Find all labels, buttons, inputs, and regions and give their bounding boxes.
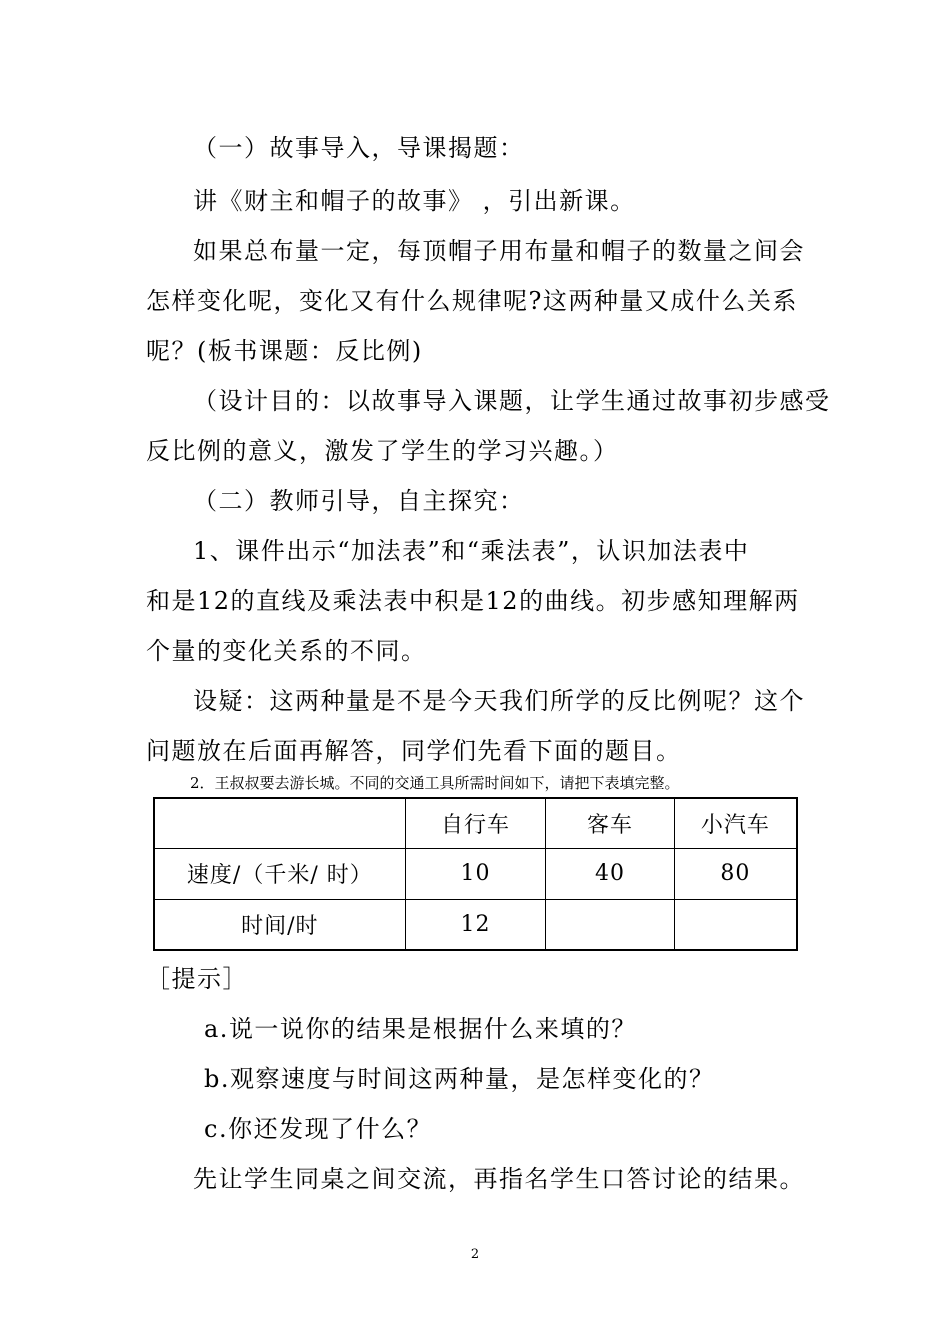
- table-cell: 12: [405, 899, 546, 950]
- item1-line: 1、课件出示“加法表”和“乘法表”，认识加法表中: [193, 537, 750, 565]
- table-cell: [546, 899, 675, 950]
- table-cell: [154, 798, 405, 849]
- item1-line: 和是12的直线及乘法表中积是12的曲线。初步感知理解两: [146, 587, 800, 615]
- doubt-line: 设疑：这两种量是不是今天我们所学的反比例呢？这个: [193, 687, 805, 715]
- hint-c: c.你还发现了什么？: [204, 1115, 433, 1143]
- closing-line: 先让学生同桌之间交流，再指名学生口答讨论的结果。: [193, 1165, 805, 1193]
- doubt-line: 问题放在后面再解答，同学们先看下面的题目。: [146, 737, 682, 765]
- design-purpose-line: 反比例的意义，激发了学生的学习兴趣。）: [146, 437, 619, 465]
- table-cell: 小汽车: [674, 798, 797, 849]
- paragraph-line: 如果总布量一定，每顶帽子用布量和帽子的数量之间会: [193, 237, 805, 265]
- page-number: 2: [470, 1247, 480, 1262]
- table-cell: 40: [546, 849, 675, 899]
- table-cell: 自行车: [405, 798, 546, 849]
- table-cell: 10: [405, 849, 546, 899]
- hint-label: ［提示］: [146, 965, 248, 993]
- item1-line: 个量的变化关系的不同。: [146, 637, 427, 665]
- transport-table: [153, 797, 798, 951]
- paragraph-line: 怎样变化呢，变化又有什么规律呢?这两种量又成什么关系: [146, 287, 798, 315]
- hint-b: b.观察速度与时间这两种量，是怎样变化的？: [204, 1065, 715, 1093]
- story-line: 讲《财主和帽子的故事》 ，引出新课。: [193, 187, 636, 215]
- problem-caption: 2．王叔叔要去游长城。不同的交通工具所需时间如下，请把下表填完整。: [190, 774, 680, 792]
- table-cell: 80: [674, 849, 797, 899]
- table-cell: [674, 899, 797, 950]
- section1-heading: （一）故事导入，导课揭题：: [193, 134, 525, 162]
- table-cell: 速度/（千米/ 时）: [154, 849, 405, 899]
- section2-heading: （二）教师引导，自主探究：: [193, 487, 525, 515]
- hint-a: a.说一说你的结果是根据什么来填的？: [204, 1015, 637, 1043]
- paragraph-line: 呢？(板书课题：反比例): [146, 337, 423, 365]
- design-purpose-line: （设计目的：以故事导入课题，让学生通过故事初步感受: [193, 387, 831, 415]
- table-cell: 客车: [546, 798, 675, 849]
- table-header-row: [154, 798, 797, 849]
- table-row: [154, 849, 797, 899]
- table-cell: 时间/时: [154, 899, 405, 950]
- table-row: [154, 899, 797, 950]
